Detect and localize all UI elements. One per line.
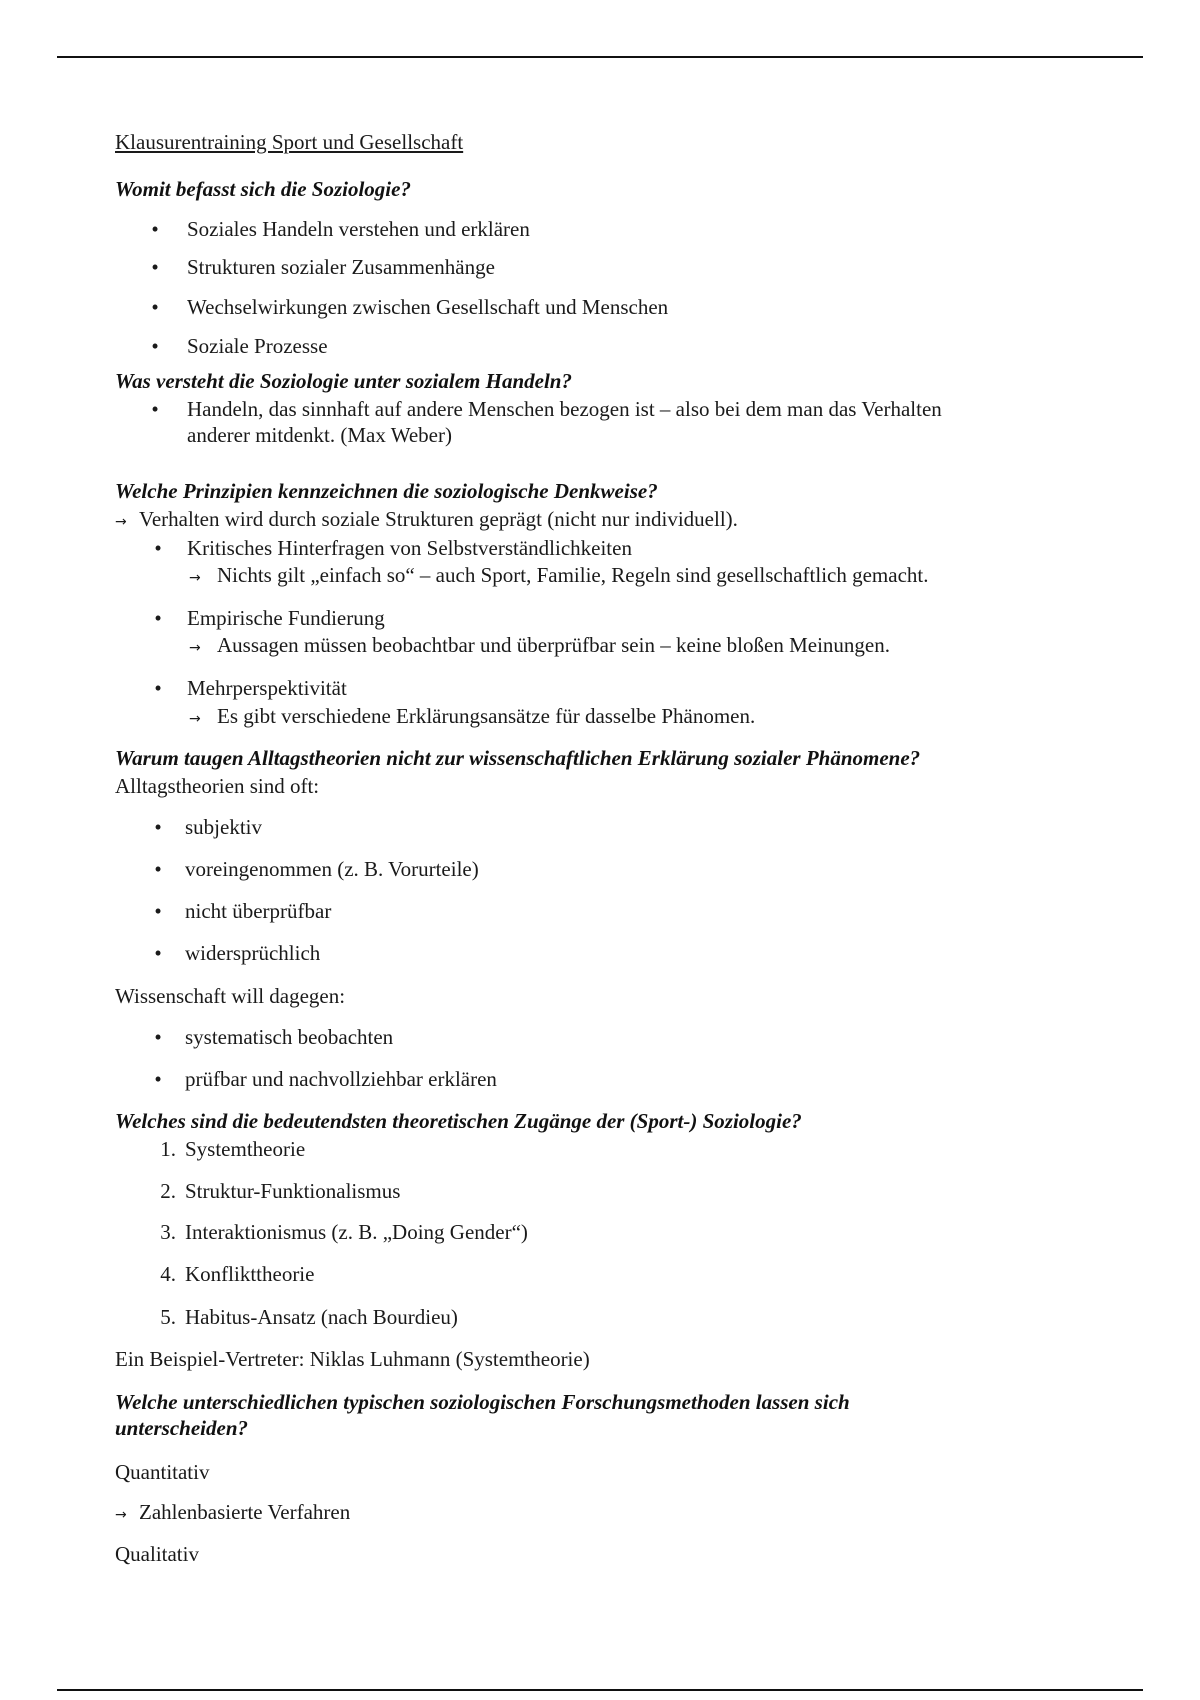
question-everyday-theories: Warum taugen Alltagstheorien nicht zur wissenschaftlichen Erklärung sozialer Phänomene? <box>115 746 921 770</box>
arrow-icon: → <box>115 1507 127 1523</box>
principle-detail-text: Aussagen müssen beobachtbar und überprüfbar sein – keine bloßen Meinungen. <box>217 633 890 657</box>
arrow-icon: → <box>189 711 201 727</box>
list-number: 2. <box>160 1179 176 1203</box>
question-research-methods-line2: unterscheiden? <box>115 1416 249 1440</box>
principle-detail <box>189 562 928 591</box>
question-theoretical-approaches: Welches sind die bedeutendsten theoretischen Zugänge der (Sport-) Soziologie? <box>115 1109 802 1133</box>
example-representative: Ein Beispiel-Vertreter: Niklas Luhmann (Systemtheorie) <box>115 1347 590 1371</box>
bullet-symbol: • <box>154 1067 162 1091</box>
list-item: widersprüchlich <box>185 941 321 965</box>
bullet-symbol: • <box>151 217 159 241</box>
science-intro: Wissenschaft will dagegen: <box>115 984 346 1008</box>
principle-label: Empirische Fundierung <box>187 606 385 630</box>
bullet-symbol: • <box>151 397 159 421</box>
list-item: Systemtheorie <box>185 1137 306 1161</box>
qualitative-label: Qualitativ <box>115 1542 199 1566</box>
list-item: Strukturen sozialer Zusammenhänge <box>187 255 495 279</box>
bullet-symbol: • <box>154 1025 162 1049</box>
list-number: 1. <box>160 1137 176 1161</box>
list-item-line: anderer mitdenkt. (Max Weber) <box>187 423 452 447</box>
list-item: systematisch beobachten <box>185 1025 394 1049</box>
list-item: Wechselwirkungen zwischen Gesellschaft und Menschen <box>187 295 669 319</box>
principle-detail <box>189 703 755 732</box>
principle-detail-text: Nichts gilt „einfach so“ – auch Sport, Familie, Regeln sind gesellschaftlich gemacht. <box>217 563 929 587</box>
principle-label: Kritisches Hinterfragen von Selbstverständlichkeiten <box>187 536 632 560</box>
question-research-methods: Welche unterschiedlichen typischen soziologischen Forschungsmethoden lassen sich <box>115 1390 850 1414</box>
bullet-symbol: • <box>154 536 162 560</box>
principle-detail-text: Es gibt verschiedene Erklärungsansätze für dasselbe Phänomen. <box>217 704 756 728</box>
list-item: prüfbar und nachvollziehbar erklären <box>185 1067 497 1091</box>
list-item: Soziale Prozesse <box>187 334 328 358</box>
list-item: subjektiv <box>185 815 262 839</box>
quantitative-detail-text: Zahlenbasierte Verfahren <box>139 1500 351 1524</box>
intro-text: Alltagstheorien sind oft: <box>115 774 320 798</box>
list-item: nicht überprüfbar <box>185 899 332 923</box>
intro-text: Verhalten wird durch soziale Strukturen geprägt (nicht nur individuell). <box>139 507 738 531</box>
question-principles: Welche Prinzipien kennzeichnen die soziologische Denkweise? <box>115 479 658 503</box>
bullet-symbol: • <box>154 815 162 839</box>
bullet-symbol: • <box>154 857 162 881</box>
bullet-symbol: • <box>151 255 159 279</box>
bullet-symbol: • <box>154 899 162 923</box>
top-rule <box>57 56 1143 58</box>
list-item: Soziales Handeln verstehen und erklären <box>187 217 530 241</box>
list-item: Habitus-Ansatz (nach Bourdieu) <box>185 1305 458 1329</box>
bottom-rule <box>57 1689 1143 1691</box>
list-item-line: Handeln, das sinnhaft auf andere Menschen bezogen ist – also bei dem man das Verhalten <box>187 397 942 421</box>
principle-detail <box>189 632 890 661</box>
document-title: Klausurentraining Sport und Gesellschaft <box>115 130 464 154</box>
list-number: 5. <box>160 1305 176 1329</box>
bullet-symbol: • <box>154 676 162 700</box>
quantitative-detail <box>115 1499 350 1528</box>
question-sociology-subject: Womit befasst sich die Soziologie? <box>115 177 411 201</box>
list-item: Konflikttheorie <box>185 1262 315 1286</box>
question-social-action: Was versteht die Soziologie unter sozialem Handeln? <box>115 369 572 393</box>
bullet-symbol: • <box>151 334 159 358</box>
principle-label: Mehrperspektivität <box>187 676 347 700</box>
quantitative-label: Quantitativ <box>115 1460 210 1484</box>
arrow-icon: → <box>189 640 201 656</box>
list-number: 3. <box>160 1220 176 1244</box>
list-item: voreingenommen (z. B. Vorurteile) <box>185 857 479 881</box>
list-item: Interaktionismus (z. B. „Doing Gender“) <box>185 1220 528 1244</box>
intro-line <box>115 506 738 535</box>
bullet-symbol: • <box>151 295 159 319</box>
bullet-symbol: • <box>154 941 162 965</box>
list-item: Struktur-Funktionalismus <box>185 1179 401 1203</box>
bullet-symbol: • <box>154 606 162 630</box>
list-number: 4. <box>160 1262 176 1286</box>
arrow-icon: → <box>189 570 201 586</box>
arrow-icon: → <box>115 514 127 530</box>
